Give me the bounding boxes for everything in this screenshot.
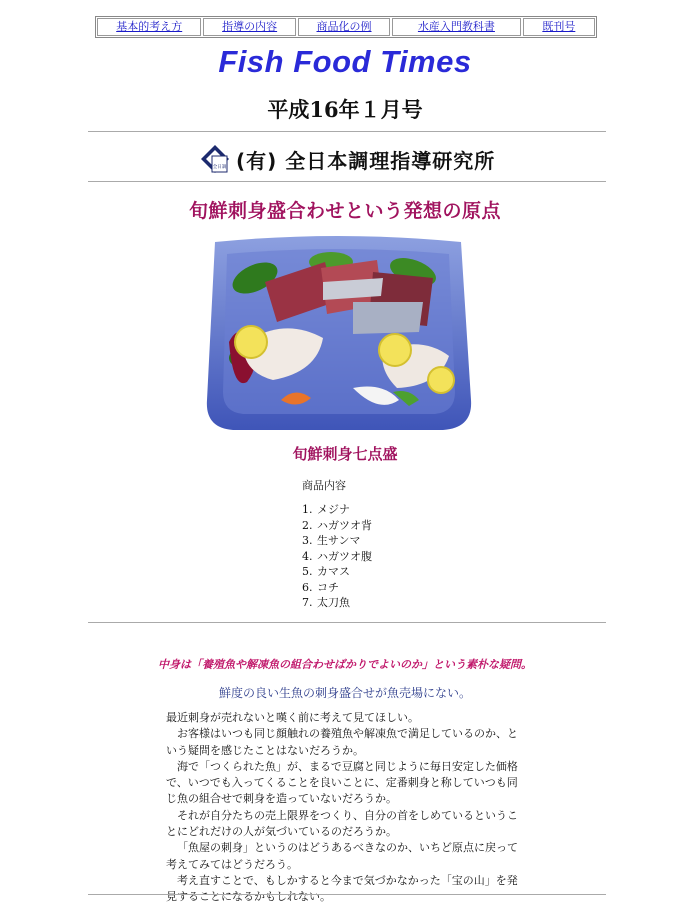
nav-link-fishery-textbook[interactable]: 水産入門教科書 (392, 18, 520, 36)
lead-text: 中身は「養殖魚や解凍魚の組合わせばかりでよいのか」という素朴な疑問。 (158, 658, 532, 671)
list-item: 7. 太刀魚 (302, 596, 350, 609)
list-item: 6. コチ (302, 580, 339, 594)
company-logo-icon (200, 144, 230, 174)
company-name: (有) 全日本調理指導研究所 (236, 148, 496, 173)
paragraph: 「魚屋の刺身」というのはどうあるべきなのか、いちど原点に戻って考えてみてはどうだろう。 (166, 841, 518, 871)
list-item: 3. 生サンマ (302, 534, 361, 547)
list-item: 5. カマス (302, 565, 350, 578)
photo-caption: 旬鮮刺身七点盛 (292, 445, 398, 463)
page-title: Fish Food Times (218, 44, 472, 79)
product-contents-list (302, 502, 372, 611)
paragraph: お客様はいつも同じ顔触れの養殖魚や解凍魚で満足しているのか、という疑問を感じたことはないだろうか。 (166, 727, 518, 757)
top-nav (95, 16, 597, 38)
subheading: 鮮度の良い生魚の刺身盛合せが魚売場にない。 (218, 686, 471, 700)
list-item: 2. ハガツオ背 (302, 518, 372, 532)
sashimi-platter-image (203, 232, 473, 432)
svg-text:全日調: 全日調 (212, 165, 227, 170)
article-body (166, 710, 528, 906)
list-item: 1. メジナ (302, 503, 350, 516)
nav-link-back-issues[interactable]: 既刊号 (523, 18, 595, 36)
divider (88, 622, 606, 623)
company-logo (200, 142, 495, 176)
paragraph: 海で「つくられた魚」が、まるで豆腐と同じように毎日安定した価格で、いつでも入ってくることを良いことに、定番刺身と称していつも同じ魚の組合せで刺身を造っていないだろうか。 (166, 759, 518, 806)
divider (88, 894, 606, 895)
nav-link-guidance-content[interactable]: 指導の内容 (203, 18, 295, 36)
divider (88, 181, 606, 182)
paragraph: それが自分たちの売上限界をつくり、自分の首をしめているということにどれだけの人が気づいているのだろうか。 (166, 808, 518, 839)
article-headline: 旬鮮刺身盛合わせという発想の原点 (188, 200, 501, 222)
paragraph: 考え直すことで、もしかすると今まで気づかなかった「宝の山」を発見することになるかもしれない。 (166, 873, 518, 904)
divider (88, 131, 606, 132)
nav-link-basic-philosophy[interactable]: 基本的考え方 (97, 18, 201, 36)
paragraph: 最近刺身が売れないと嘆く前に考えて見てほしい。 (166, 711, 419, 724)
contents-label: 商品内容 (302, 480, 346, 492)
list-item: 4. ハガツオ腹 (302, 549, 372, 563)
issue-date: 平成16年１月号 (267, 97, 423, 122)
nav-link-product-examples[interactable]: 商品化の例 (298, 18, 390, 36)
